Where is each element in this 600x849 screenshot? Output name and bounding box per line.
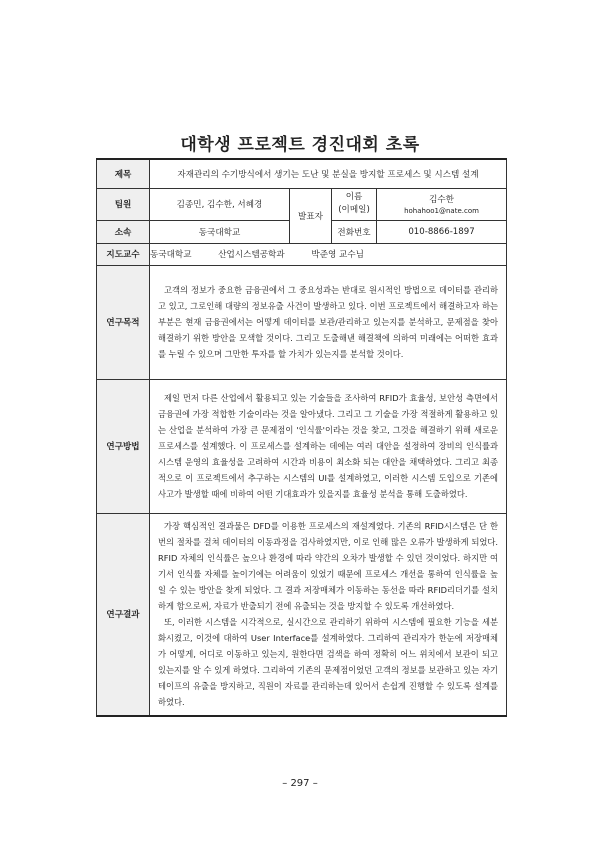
presenter-label: 발표자 (290, 188, 332, 243)
result-paragraph-1: 가장 핵심적인 결과물은 DFD를 이용한 프로세스의 재설계였다. 기존의 RFID시스템은 단 한 번의 절차를 걸쳐 데이터의 이동과정을 검사하였지만, 이로 인해 많은 오류가 발생하게 되었다. RFID 자체의 인식률은 높으나 환경에 따라 약간의 오차가 발생할 수 있던 것이었다. 하지만 여기서 인식률 자체를 높이기에는 어려움이 있었기 때문에 프로세스 개선을 통하여 인식률을 높일 수 있는 방안을 찾게 되었다. 그 결과 저장매체가 이동하는 동선을 따라 RFID리더기를 설치하게 함으로써, 자료가 반출되기 전에 유출되는 것을 방지할 수 있도록 개선하였다. (158, 521, 499, 612)
team-members: 김종민, 김수한, 서혜경 (150, 188, 290, 220)
affiliation-value: 동국대학교 (150, 220, 290, 243)
document-title: 대학생 프로젝트 경진대회 초록 (180, 135, 420, 155)
advisor-label: 지도교수 (97, 243, 150, 265)
phone-label: 전화번호 (332, 220, 377, 243)
subject-label: 제목 (97, 159, 150, 188)
method-paragraph: 제일 먼저 다른 산업에서 활용되고 있는 기술들을 조사하여 RFID가 효율성, 보안성 측면에서 금융권에 가장 적합한 기술이라는 것을 알아냈다. 그리고 그 기술을 가장 적절하게 활용하고 있는 산업을 분석하여 가장 큰 문제점이 '인식률'이라는 것을 찾고, 그것을 해결하기 위해 새로운 프로세스를 설계했다. 이 프로세스를 설계하는 데에는 여러 대안을 설정하여 장비의 인식률과 시스템 운영의 효율성을 고려하여 시간과 비용이 최소화 되는 대안을 채택하였다. 그리고 최종적으로 이 프로젝트에서 추구하는 시스템의 UI를 설계하였고, 이러한 시스템 도입으로 기존에 사고가 발생할 때에 비하여 어떤 기대효과가 있을지를 효율성 분석을 통해 도출하였다. (158, 393, 499, 499)
advisor-dept: 산업시스템공학과 (218, 250, 285, 260)
purpose-label: 연구목적 (97, 265, 150, 379)
abstract-table (96, 158, 507, 717)
name-email-label: 이름 (이메일) (332, 188, 377, 220)
advisor-prof: 박준영 교수님 (311, 250, 364, 260)
advisor-info (150, 243, 507, 265)
page-number: – 297 – (282, 778, 318, 789)
purpose-paragraph: 고객의 정보가 중요한 금융권에서 그 중요성과는 반대로 원시적인 방법으로 데이터를 관리하고 있고, 그로인해 대량의 정보유출 사건이 발생하고 있다. 이번 프로젝트에서 해결하고자 하는 부분은 현재 금융권에서는 어떻게 데이터를 보관/관리하고 있는지를 분석하고, 문제점을 찾아 해결하기 위한 방안을 모색할 것이다. 그리고 도출해낸 해결책에 의하여 미래에는 어떠한 효과를 누릴 수 있으며 그만한 투자를 할 가치가 있는지를 분석할 것이다. (158, 285, 499, 359)
affiliation-label: 소속 (97, 220, 150, 243)
result-paragraph-2: 또, 이러한 시스템을 시각적으로, 실시간으로 관리하기 위하여 시스템에 필요한 기능을 세분화시켰고, 이것에 대하여 User Interface를 설계하였다. 그리하여 관리자가 한눈에 저장매체가 어떻게, 어디로 이동하고 있는지, 원한다면 검색을 하여 정확히 어느 위치에서 보관이 되고 있는지를 알 수 있게 하였다. 그리하여 기존의 문제점이었던 고객의 정보를 보관하고 있는 자기테이프의 유출을 방지하고, 직원이 자료를 관리하는데 있어서 손쉽게 진행할 수 있도록 설계를 하였다. (158, 617, 499, 708)
presenter-contact (377, 188, 507, 220)
method-section (150, 379, 507, 513)
presenter-email: hohahoo1@nate.com (404, 207, 479, 215)
advisor-univ: 동국대학교 (150, 250, 192, 260)
presenter-name: 김수한 (429, 195, 454, 205)
phone-value: 010-8866-1897 (377, 220, 507, 243)
method-label: 연구방법 (97, 379, 150, 513)
result-label: 연구결과 (97, 513, 150, 716)
subject-value: 자재관리의 수기방식에서 생기는 도난 및 분실을 방지할 프로세스 및 시스템 설계 (150, 159, 507, 188)
purpose-section (150, 265, 507, 379)
team-label: 팀원 (97, 188, 150, 220)
result-section (150, 513, 507, 716)
